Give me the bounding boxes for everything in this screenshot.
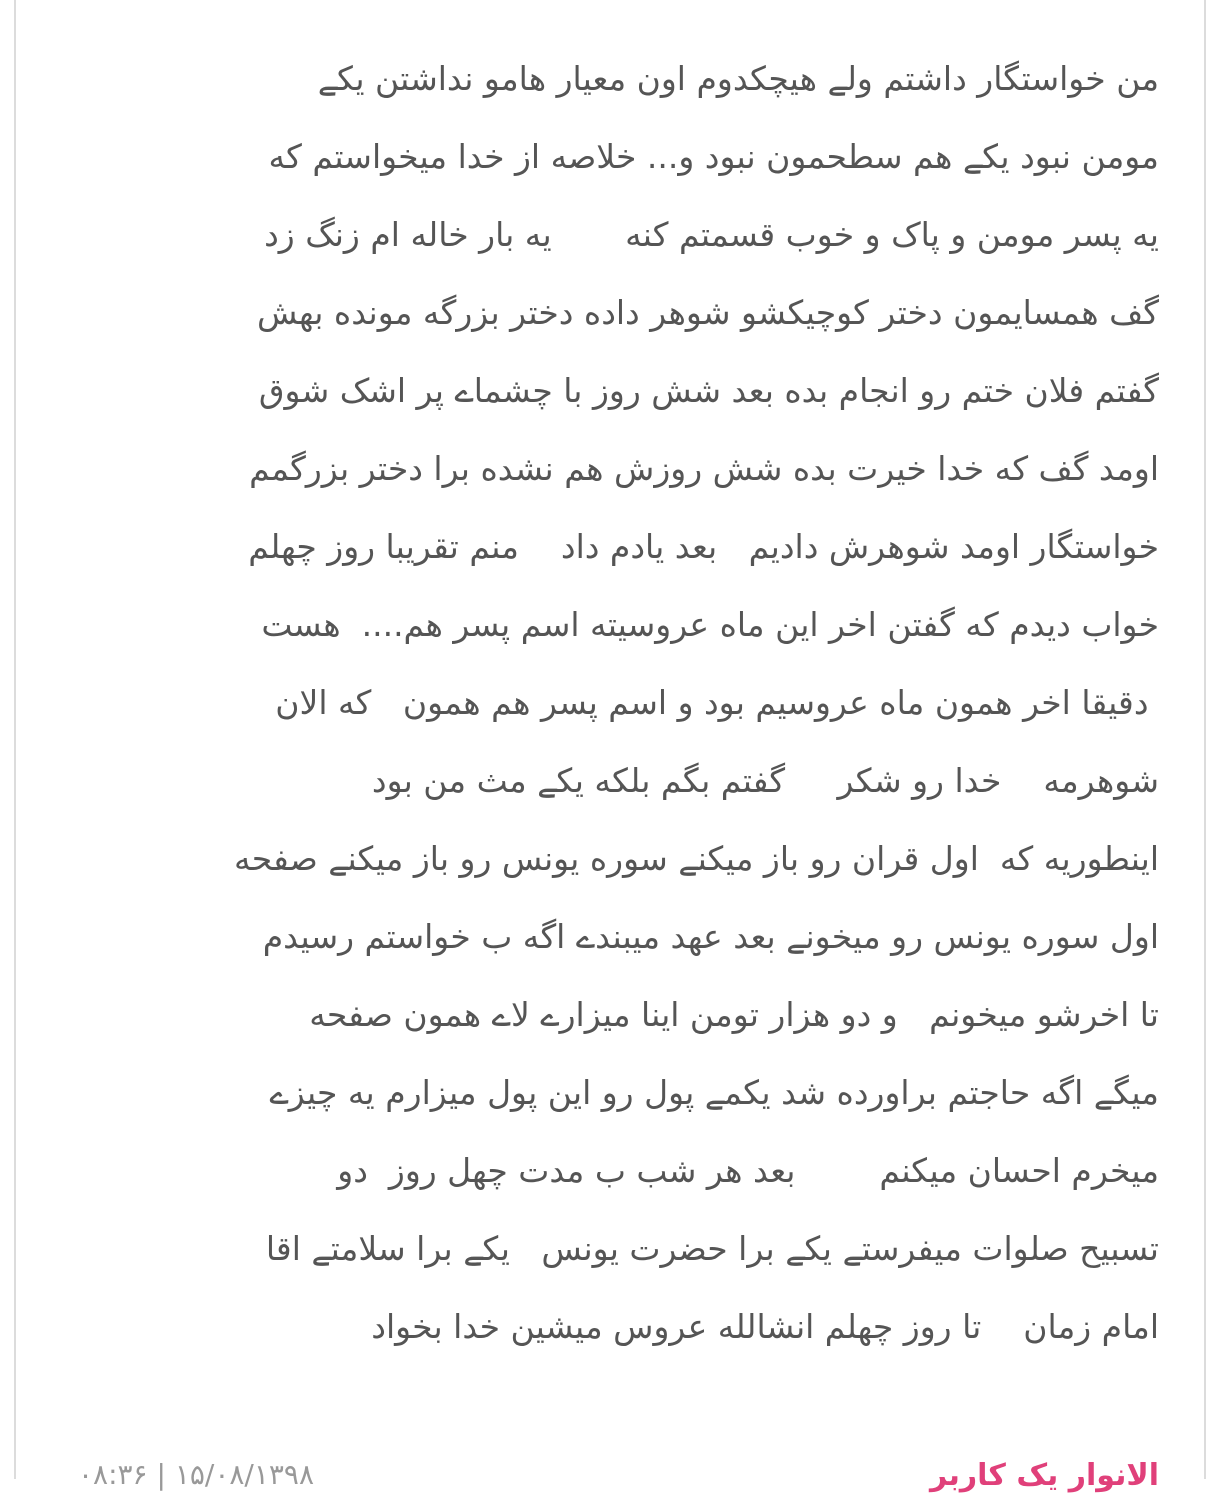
post-line: تسبیح صلوات میفرستے یکے برا حضرت یونس یکے برا سلامتے اقا — [265, 1229, 1159, 1268]
post-line: یه پسر مومن و پاک و خوب قسمتم کنه یه بار خاله ام زنگ زد — [264, 215, 1159, 254]
post-line: اول سوره یونس رو میخونے بعد عهد میبندے اگه ب خواستم رسیدم — [262, 917, 1159, 956]
post-line: من خواستگار داشتم ولے هیچکدوم اون معیار هامو نداشتن یکے — [317, 59, 1159, 98]
post-line: خواستگار اومد شوهرش دادیم بعد یادم داد منم تقریبا روز چهلم — [248, 527, 1159, 566]
post-footer — [0, 1458, 1231, 1498]
post-line: اومد گف که خدا خیرت بده شش روزش هم نشده برا دختر بزرگمم — [249, 449, 1159, 488]
post-line: شوهرمه خدا رو شکر گفتم بگم بلکه یکے مث من بود — [371, 761, 1159, 800]
post-line: گفتم فلان ختم رو انجام بده بعد شش روز با چشماے پر اشک شوق — [258, 371, 1159, 410]
post-body — [49, 40, 1159, 1366]
post-line: تا اخرشو میخونم و دو هزار تومن اینا میزارے لاے همون صفحه — [309, 995, 1159, 1034]
post-line: میخرم احسان میکنم بعد هر شب ب مدت چهل روز دو — [337, 1151, 1159, 1190]
post-line: گف همسایمون دختر کوچیکشو شوهر داده دختر بزرگه مونده بهش — [256, 293, 1159, 332]
post-line: میگے اگه حاجتم براورده شد یکمے پول رو این پول میزارم یه چیزے — [269, 1073, 1159, 1112]
post-line: دقیقا اخر همون ماه عروسیم بود و اسم پسر هم همون که الان — [275, 683, 1159, 722]
author-link[interactable]: الانوار یک کاربر — [929, 1458, 1159, 1493]
post-line: امام زمان تا روز چهلم انشالله عروس میشین خدا بخواد — [371, 1307, 1159, 1346]
post-date: ۱۵/۰۸/۱۳۹۸ | ۰۸:۳۶ — [78, 1458, 315, 1491]
post-line: خواب دیدم که گفتن اخر این ماه عروسیته اسم پسر هم.... هست — [261, 605, 1159, 644]
post-line: مومن نبود یکے هم سطحمون نبود و... خلاصه از خدا میخواستم که — [268, 137, 1159, 176]
post-line: اینطوریه که اول قران رو باز میکنے سوره یونس رو باز میکنے صفحه — [234, 839, 1159, 878]
